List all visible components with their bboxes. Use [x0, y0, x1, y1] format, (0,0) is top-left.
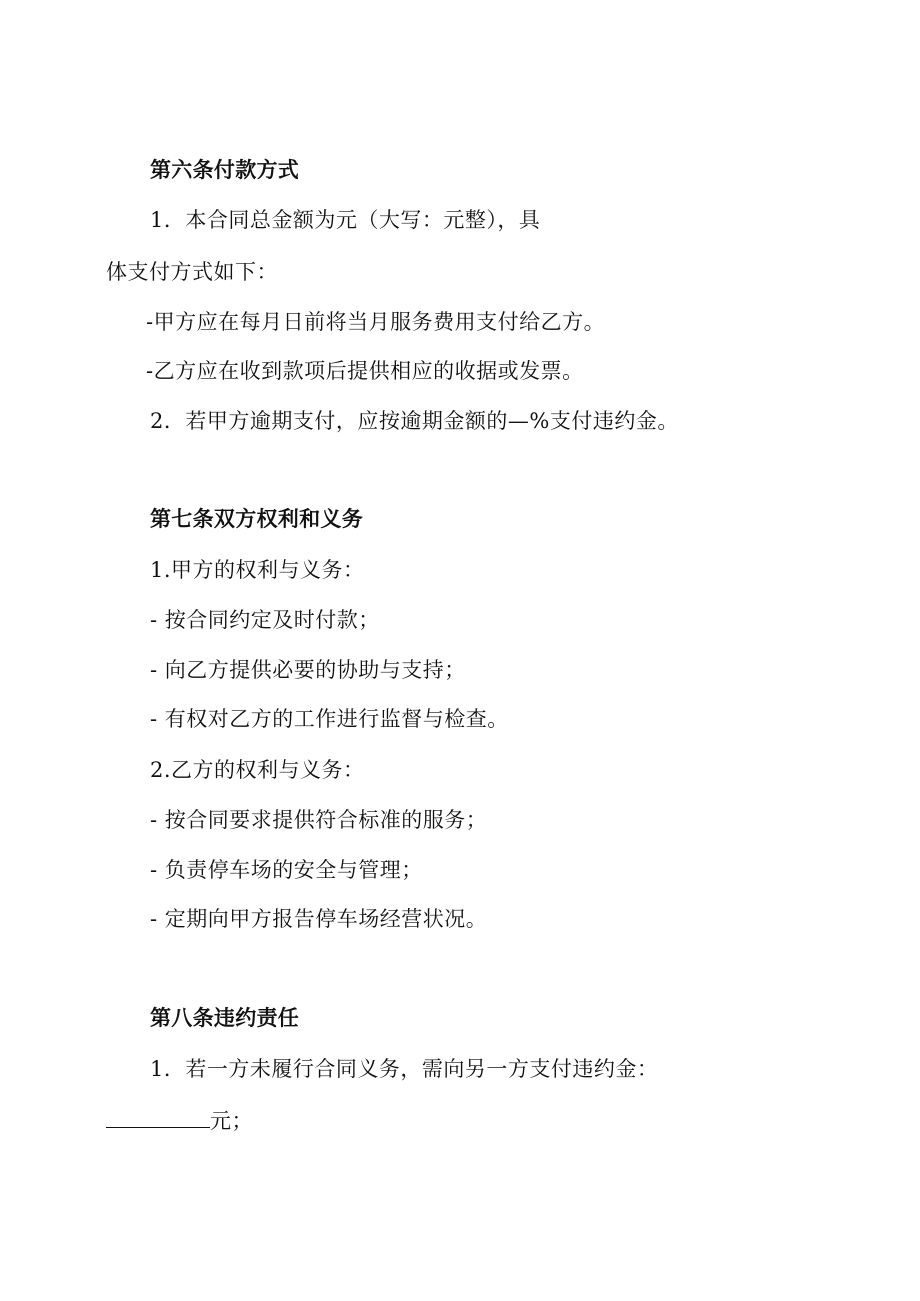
section-7-party-b-item-2: - 负责停车场的安全与管理；: [150, 858, 423, 882]
section-6-bullet-1: -甲方应在每月日前将当月服务费用支付给乙方。: [146, 310, 606, 334]
section-6-clause-2: 2．若甲方逾期支付，应按逾期金额的—%支付违约金。: [150, 409, 679, 433]
section-6-clause-1-continued: 体支付方式如下：: [106, 260, 278, 284]
section-7-party-b-item-3: - 定期向甲方报告停车场经营状况。: [150, 907, 488, 931]
section-7-title: 第七条双方权利和义务: [150, 507, 363, 531]
section-8-amount-line: [106, 1109, 253, 1132]
section-8-title: 第八条违约责任: [150, 1006, 300, 1030]
amount-blank: [106, 1109, 210, 1128]
amount-unit: 元；: [210, 1109, 253, 1133]
section-6-bullet-2: -乙方应在收到款项后提供相应的收据或发票。: [146, 359, 584, 383]
section-7-clause-1: 1.甲方的权利与义务：: [150, 558, 365, 582]
section-7-party-a-item-2: - 向乙方提供必要的协助与支持；: [150, 658, 466, 682]
section-6-title: 第六条付款方式: [150, 158, 300, 182]
section-7-party-a-item-3: - 有权对乙方的工作进行监督与检查。: [150, 707, 509, 731]
section-7-party-a-item-1: - 按合同约定及时付款；: [150, 608, 380, 632]
section-6-clause-1: 1．本合同总金额为元（大写：元整），具: [150, 208, 541, 232]
section-7-clause-2: 2.乙方的权利与义务：: [150, 758, 365, 782]
section-7-party-b-item-1: - 按合同要求提供符合标准的服务；: [150, 808, 488, 832]
section-8-clause-1: 1．若一方未履行合同义务，需向另一方支付违约金：: [150, 1057, 659, 1081]
